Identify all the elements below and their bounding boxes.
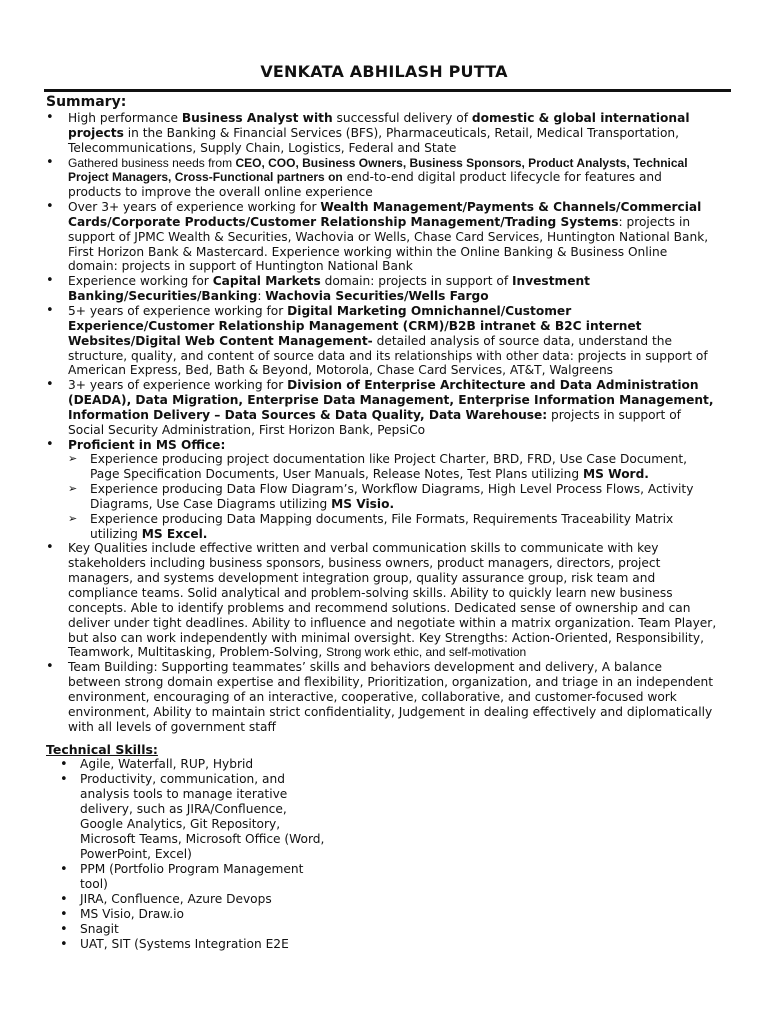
summary-text: Over 3+ years of experience working for: [68, 200, 321, 215]
ms-office-list: [68, 452, 718, 541]
summary-section: [46, 111, 718, 734]
skill-item: • Agile, Waterfall, RUP, Hybrid: [58, 757, 328, 772]
summary-text: detailed analysis of source data, understand the structure, quality, and content of source data and its relationships with other data: projects in support of American Express, Bed, Bath & Beyond, Motorola, Chase Card Services, AT&T, Walgreens: [68, 333, 708, 378]
summary-bold-text: Business Analyst with: [181, 111, 333, 125]
ms-office-text: Experience producing Data Flow Diagram’s, Workflow Diagrams, High Level Process Flows, Activity Diagrams, Use Case Diagrams utilizing: [90, 482, 694, 511]
technical-skills-heading: Technical Skills:: [46, 742, 158, 757]
ms-office-item-visio: [68, 482, 718, 512]
summary-item-bfs: [46, 111, 718, 156]
ms-office-item-excel: [68, 512, 718, 542]
ms-office-tool: MS Word.: [583, 467, 649, 482]
summary-text: end-to-end digital product lifecycle for features and products to improve the overall online experience: [68, 170, 662, 200]
summary-item-key-qualities: [46, 541, 718, 660]
summary-heading: Summary:: [46, 94, 127, 110]
skill-item: • UAT, SIT (Systems Integration E2E: [58, 937, 328, 952]
summary-text: successful delivery of: [332, 111, 472, 125]
summary-item-ms-office: [46, 438, 718, 542]
skill-item: • MS Visio, Draw.io: [58, 907, 328, 922]
candidate-name: VENKATA ABHILASH PUTTA: [260, 62, 508, 81]
technical-skills-section: [58, 757, 328, 952]
technical-skills-list: [58, 757, 328, 952]
ms-office-text: Experience producing Data Mapping documents, File Formats, Requirements Traceability Matrix utilizing: [90, 511, 674, 541]
skill-item: • Snagit: [58, 922, 328, 937]
summary-bold-text: CEO, COO, Business Owners, Business Sponsors, Product Analysts, Technical Project Managers, Cross-Functional partners on: [68, 155, 688, 185]
summary-bold-text: Capital Markets: [212, 274, 321, 289]
summary-bold-text: domestic & global international projects: [68, 111, 690, 140]
summary-bold-text: Investment Banking/Securities/Banking: [68, 274, 590, 304]
summary-item-capital-markets: [46, 274, 718, 304]
summary-text: Experience working for: [68, 274, 213, 289]
skill-item: • PPM (Portfolio Program Management tool): [58, 862, 328, 892]
summary-bold-text: Wachovia Securities/Wells Fargo: [265, 289, 489, 304]
ms-office-tool: MS Excel.: [141, 526, 208, 541]
summary-text: Key Qualities include effective written and verbal communication skills to communicate with key stakeholders including business sponsors, business owners, product managers, directors, project managers, and systems development integration group, quality assurance group, risk team and compliance teams. Solid analytical and problem-solving skills. Ability to quickly learn new business concepts. Able to identify problems and recommend solutions. Dedicated sense of ownership and can deliver under tight deadlines. Ability to influence and negotiate within a matrix organization. Team Player, but also can work independently with minimal oversight. Key Strengths: Action-Oriented, Responsibility, Teamwork, Multitasking, Problem-Solving,: [68, 541, 717, 660]
skill-item: • Productivity, communication, and analysis tools to manage iterative delivery, such as JIRA/Confluence, Google Analytics, Git Repository, Microsoft Teams, Microsoft Office (Word, PowerPoint, Excel): [58, 772, 328, 862]
summary-text: : projects in support of JPMC Wealth & Securities, Wachovia or Wells, Chase Card Services, Huntington National Bank, First Horizon Bank & Mastercard. Experience working within the Online Banking & Business Online domain: projects in support of Huntington National Bank: [68, 214, 709, 274]
summary-item-wealth-management: [46, 200, 718, 274]
summary-list: [46, 111, 718, 734]
summary-text: domain: projects in support of: [320, 274, 513, 289]
header-divider: [44, 89, 731, 92]
summary-text: Strong work ethic, and self-motivation: [326, 645, 527, 660]
ms-office-item-word: [68, 452, 718, 482]
summary-text: in the Banking & Financial Services (BFS), Pharmaceuticals, Retail, Medical Transportation, Telecommunications, Supply Chain, Logistics, Federal and State: [68, 125, 680, 155]
summary-text: High performance: [68, 111, 182, 125]
summary-item-business-needs: [46, 156, 718, 201]
skill-item: • JIRA, Confluence, Azure Devops: [58, 892, 328, 907]
summary-item-digital-marketing: [46, 304, 718, 378]
summary-text: projects in support of Social Security Administration, First Horizon Bank, PepsiCo: [68, 407, 681, 437]
summary-text: Team Building: Supporting teammates’ skills and behaviors development and delivery, A balance between strong domain expertise and flexibility, Prioritization, organization, and triage in an independent environment, encouraging of an interactive, cooperative, collaborative, and customer-focused work environment, Ability to maintain strict confidentiality, Judgement in dealing effectively and diplomatically with all levels of government staff: [68, 660, 714, 734]
summary-text: Gathered business needs from: [68, 155, 236, 170]
ms-office-tool: MS Visio.: [331, 496, 395, 511]
ms-office-text: Experience producing project documentation like Project Charter, BRD, FRD, Use Case Document, Page Specification Documents, User Manuals, Release Notes, Test Plans utilizing: [90, 452, 688, 482]
summary-item-deada: [46, 378, 718, 437]
summary-text: 3+ years of experience working for: [68, 378, 288, 393]
summary-text: :: [257, 289, 266, 304]
summary-text: 5+ years of experience working for: [68, 303, 288, 318]
summary-bold-text: Digital Marketing Omnichannel/Customer Experience/Customer Relationship Management (CRM)/B2B intranet & B2C internet Websites/Digital Web Content Management-: [68, 303, 642, 348]
summary-bold-text: Division of Enterprise Architecture and Data Administration (DEADA), Data Migration, Enterprise Data Management, Enterprise Information Management, Information Delivery – Data Sources & Data Quality, Data Warehouse:: [68, 378, 714, 422]
summary-item-team-building: [46, 660, 718, 734]
summary-bold-text: Wealth Management/Payments & Channels/Commercial Cards/Corporate Products/Customer Relationship Management/Trading Systems: [68, 200, 702, 229]
ms-office-heading: Proficient in MS Office:: [68, 437, 226, 452]
